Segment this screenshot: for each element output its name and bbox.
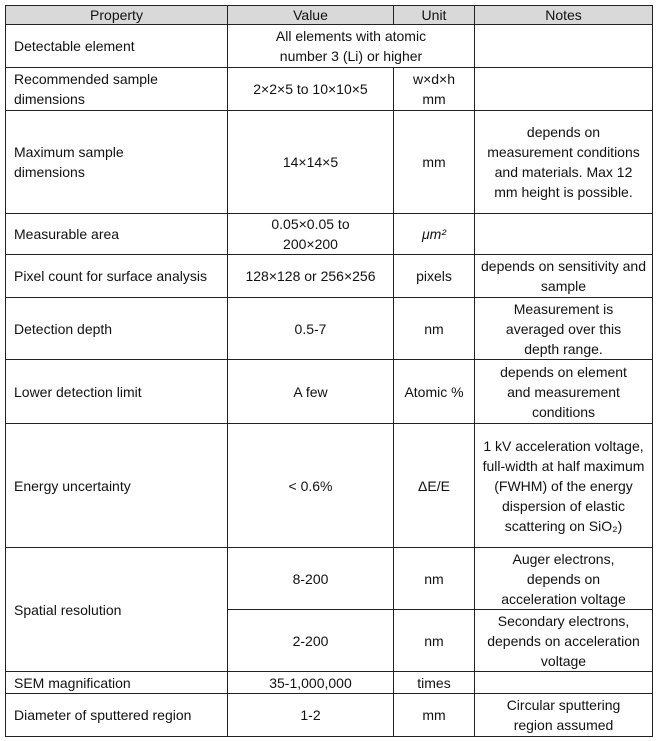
cell-unit: times <box>394 672 475 694</box>
cell-notes: Secondary electrons, depends on acceleration voltage <box>475 610 653 672</box>
cell-value: 35-1,000,000 <box>228 672 394 694</box>
cell-property: Spatial resolution <box>6 548 228 672</box>
cell-unit: mm <box>394 111 475 214</box>
cell-notes: 1 kV acceleration voltage, full-width at half maximum (FWHM) of the energy dispersion of elastic scattering on SiO₂) <box>475 424 653 548</box>
cell-value: < 0.6% <box>228 424 394 548</box>
cell-unit: nm <box>394 548 475 610</box>
cell-value: All elements with atomic number 3 (Li) or higher <box>228 25 475 68</box>
cell-notes <box>475 214 653 255</box>
cell-property: SEM magnification <box>6 672 228 694</box>
table-row <box>6 424 653 548</box>
table-row <box>6 298 653 360</box>
cell-unit: mm <box>394 694 475 737</box>
cell-property: Maximum sample dimensions <box>6 111 228 214</box>
cell-notes <box>475 672 653 694</box>
cell-property: Energy uncertainty <box>6 424 228 548</box>
cell-property: Detectable element <box>6 25 228 68</box>
cell-notes: Circular sputtering region assumed <box>475 694 653 737</box>
cell-notes: depends on sensitivity and sample <box>475 255 653 298</box>
cell-value: 0.5-7 <box>228 298 394 360</box>
table-row <box>6 672 653 694</box>
cell-property: Detection depth <box>6 298 228 360</box>
cell-unit: nm <box>394 298 475 360</box>
cell-value: 2-200 <box>228 610 394 672</box>
cell-unit: pixels <box>394 255 475 298</box>
cell-unit: w×d×h mm <box>394 68 475 111</box>
table-row <box>6 25 653 68</box>
cell-notes: Measurement is averaged over this depth range. <box>475 298 653 360</box>
table-row <box>6 360 653 424</box>
header-notes: Notes <box>475 6 653 25</box>
cell-value: 0.05×0.05 to 200×200 <box>228 214 394 255</box>
table-row <box>6 255 653 298</box>
header-property: Property <box>6 6 228 25</box>
header-unit: Unit <box>394 6 475 25</box>
cell-unit: ΔE/E <box>394 424 475 548</box>
cell-value: A few <box>228 360 394 424</box>
cell-notes: depends on measurement conditions and materials. Max 12 mm height is possible. <box>475 111 653 214</box>
cell-value: 8-200 <box>228 548 394 610</box>
cell-property: Lower detection limit <box>6 360 228 424</box>
cell-value: 2×2×5 to 10×10×5 <box>228 68 394 111</box>
table-row <box>6 214 653 255</box>
table-row <box>6 694 653 737</box>
cell-property: Recommended sample dimensions <box>6 68 228 111</box>
cell-notes: Auger electrons, depends on acceleration voltage <box>475 548 653 610</box>
cell-property: Measurable area <box>6 214 228 255</box>
header-value: Value <box>228 6 394 25</box>
cell-value: 1-2 <box>228 694 394 737</box>
cell-notes: depends on element and measurement conditions <box>475 360 653 424</box>
cell-value: 14×14×5 <box>228 111 394 214</box>
table-row <box>6 68 653 111</box>
cell-property: Pixel count for surface analysis <box>6 255 228 298</box>
cell-property: Diameter of sputtered region <box>6 694 228 737</box>
table-row <box>6 548 653 610</box>
cell-value: 128×128 or 256×256 <box>228 255 394 298</box>
header-row <box>6 6 653 25</box>
cell-unit: μm² <box>394 214 475 255</box>
cell-notes <box>475 68 653 111</box>
properties-table <box>5 5 653 737</box>
cell-notes <box>475 25 653 68</box>
cell-unit: Atomic % <box>394 360 475 424</box>
table-row <box>6 111 653 214</box>
cell-unit: nm <box>394 610 475 672</box>
